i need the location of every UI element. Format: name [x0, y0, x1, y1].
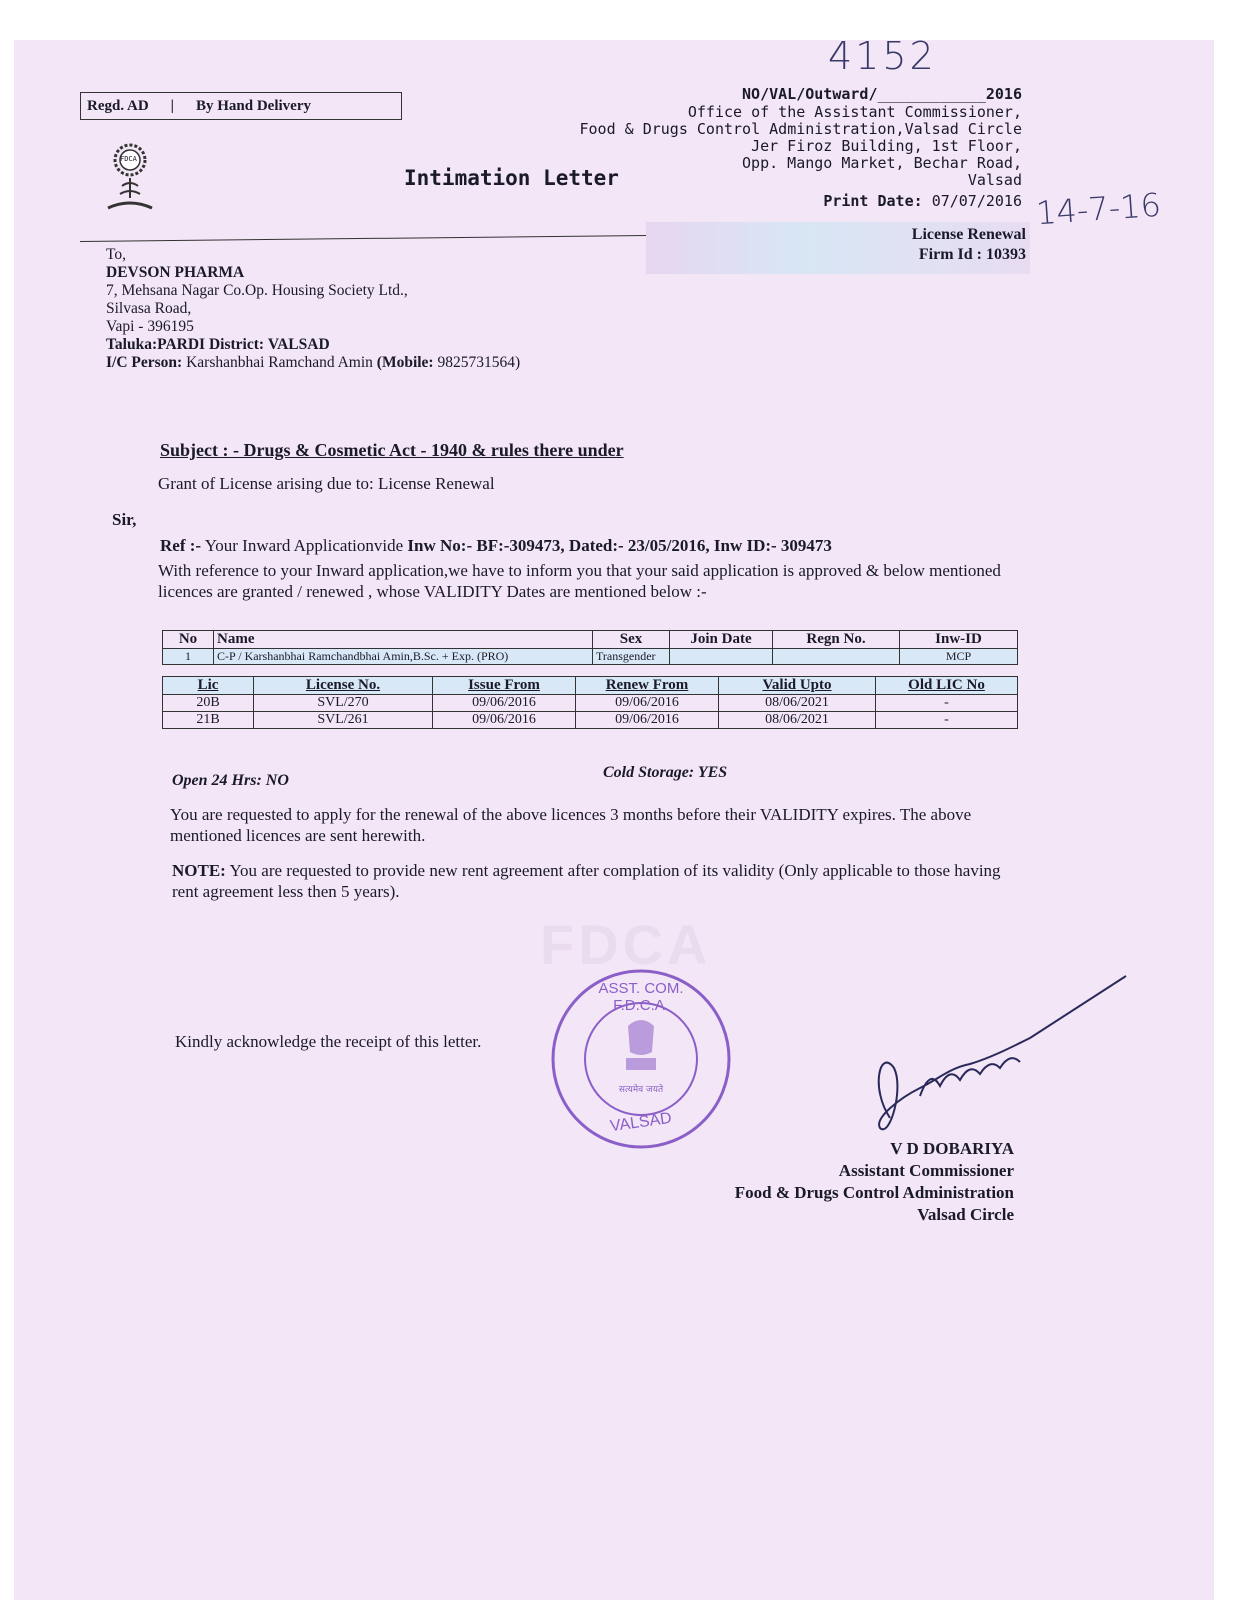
print-date-label: Print Date:: [823, 192, 923, 210]
col-header: Lic: [163, 677, 254, 695]
subject-line: Subject : - Drugs & Cosmetic Act - 1940 & rules there under: [160, 440, 624, 460]
note-label: NOTE:: [172, 861, 226, 880]
stamp-top-text: ASST. COM. F.D.C.A.: [598, 980, 684, 1014]
table-row: [163, 712, 1018, 729]
col-header: Regn No.: [773, 631, 900, 649]
mobile-value: 9825731564): [437, 354, 521, 371]
signatory-circle: Valsad Circle: [917, 1205, 1014, 1224]
signature: [860, 968, 1140, 1148]
district-label: District:: [208, 336, 265, 353]
district-value: VALSAD: [267, 336, 330, 353]
regd-ad-label: Regd. AD: [87, 97, 149, 114]
official-stamp: [548, 966, 734, 1152]
office-line: Office of the Assistant Commissioner,: [687, 103, 1022, 121]
ic-name: Karshanbhai Ramchand Amin: [186, 354, 373, 371]
handwritten-date: 14-7-16: [1034, 185, 1163, 233]
note-text: You are requested to provide new rent agreement after complation of its validity (Only applicable to those having rent agreement less then 5 years).: [172, 861, 1001, 901]
by-hand-label: By Hand Delivery: [195, 97, 311, 114]
taluka-label: Taluka:: [106, 336, 158, 353]
recipient-name: DEVSON PHARMA: [106, 264, 245, 281]
cell: 1: [163, 649, 214, 665]
open-24-hrs: Open 24 Hrs: NO: [172, 772, 289, 789]
handwritten-number: 4152: [828, 34, 937, 78]
paragraph-note: [172, 860, 1022, 902]
recipient-block: [106, 246, 520, 372]
cell: Transgender: [593, 649, 670, 665]
office-line: Opp. Mango Market, Bechar Road,: [742, 154, 1022, 172]
cell: [773, 649, 900, 665]
col-header: Renew From: [576, 677, 719, 695]
cell: SVL/270: [254, 695, 433, 712]
print-date-value: 07/07/2016: [931, 192, 1022, 210]
salutation-sir: Sir,: [112, 510, 137, 529]
col-header: Inw-ID: [900, 631, 1018, 649]
person-table: [162, 630, 1018, 665]
office-line: Jer Firoz Building, 1st Floor,: [751, 137, 1022, 155]
col-header: Old LIC No: [876, 677, 1018, 695]
license-type: License Renewal: [911, 226, 1026, 243]
grant-line: Grant of License arising due to: License Renewal: [158, 474, 495, 493]
cell: 08/06/2021: [719, 695, 876, 712]
outward-prefix: NO/VAL/Outward/: [742, 85, 878, 103]
separator: |: [170, 97, 174, 114]
logo-text: FDCA: [120, 155, 137, 163]
col-header: Issue From: [433, 677, 576, 695]
signatory-name: V D DOBARIYA: [890, 1139, 1014, 1158]
fdca-watermark: FDCA: [540, 913, 712, 976]
cell: MCP: [900, 649, 1018, 665]
office-line: Food & Drugs Control Administration,Valsad Circle: [579, 120, 1022, 138]
taluka-value: PARDI: [157, 336, 206, 353]
col-header: Join Date: [670, 631, 773, 649]
ic-person: [106, 354, 520, 372]
ic-label: I/C Person:: [106, 354, 183, 371]
signatory-designation: Assistant Commissioner: [838, 1161, 1014, 1180]
col-header: License No.: [254, 677, 433, 695]
paragraph-approval: With reference to your Inward application,we have to inform you that your said application is approved & below mentioned licences are granted / renewed , whose VALIDITY Dates are mentioned below :-: [158, 561, 1001, 601]
taluka-district: [106, 336, 520, 354]
reference-line: [160, 536, 832, 556]
cell: 09/06/2016: [433, 712, 576, 729]
to-salutation: To,: [106, 246, 127, 263]
cell: -: [876, 712, 1018, 729]
address-line: Vapi - 396195: [106, 318, 194, 335]
fdca-logo: [100, 142, 160, 214]
paragraph-renewal: You are requested to apply for the renewal of the above licences 3 months before their VALIDITY expires. The above mentioned licences are sent herewith.: [170, 805, 972, 845]
mobile-label: (Mobile:: [376, 354, 434, 371]
page-title: Intimation Letter: [404, 166, 619, 190]
col-header: Valid Upto: [719, 677, 876, 695]
col-header: Sex: [593, 631, 670, 649]
cell: 21B: [163, 712, 254, 729]
delivery-mode-box: [80, 92, 402, 120]
signature-scribble-icon: [860, 968, 1140, 1148]
cell: 08/06/2021: [719, 712, 876, 729]
cold-storage: Cold Storage: YES: [603, 764, 728, 781]
cell: 09/06/2016: [433, 695, 576, 712]
cell: 20B: [163, 695, 254, 712]
acknowledge-line: Kindly acknowledge the receipt of this letter.: [175, 1032, 482, 1051]
person-table-header: [163, 631, 1018, 649]
print-date: [700, 192, 1022, 210]
signatory-org: Food & Drugs Control Administration: [734, 1183, 1014, 1202]
firm-id: Firm Id : 10393: [918, 246, 1026, 263]
stamp-bottom-text: VALSAD: [609, 1109, 673, 1136]
ref-text: Your Inward Applicationvide: [204, 536, 404, 555]
cell: C-P / Karshanbhai Ramchandbhai Amin,B.Sc. + Exp. (PRO): [214, 649, 593, 665]
cell: [670, 649, 773, 665]
signatory-block: [640, 1138, 1014, 1226]
stamp-motto: सत्यमेव जयते: [618, 1085, 664, 1095]
license-table-header: [163, 677, 1018, 695]
cell: 09/06/2016: [576, 695, 719, 712]
cell: 09/06/2016: [576, 712, 719, 729]
outward-year: 2016: [985, 85, 1022, 103]
outward-blank: ____________: [877, 85, 986, 103]
col-header: Name: [214, 631, 593, 649]
office-line: Valsad: [967, 171, 1022, 189]
license-table: [162, 676, 1018, 729]
ref-label: Ref :-: [160, 536, 202, 555]
cell: -: [876, 695, 1018, 712]
table-row: [163, 649, 1018, 665]
ref-bold: Inw No:- BF:-309473, Dated:- 23/05/2016, Inw ID:- 309473: [407, 536, 832, 555]
col-header: No: [163, 631, 214, 649]
fdca-emblem-icon: [100, 142, 160, 214]
office-address: [560, 104, 1022, 189]
address-line: 7, Mehsana Nagar Co.Op. Housing Society Ltd.,: [106, 282, 408, 299]
table-row: [163, 695, 1018, 712]
address-line: Silvasa Road,: [106, 300, 192, 317]
cell: SVL/261: [254, 712, 433, 729]
outward-number: [600, 86, 1022, 103]
